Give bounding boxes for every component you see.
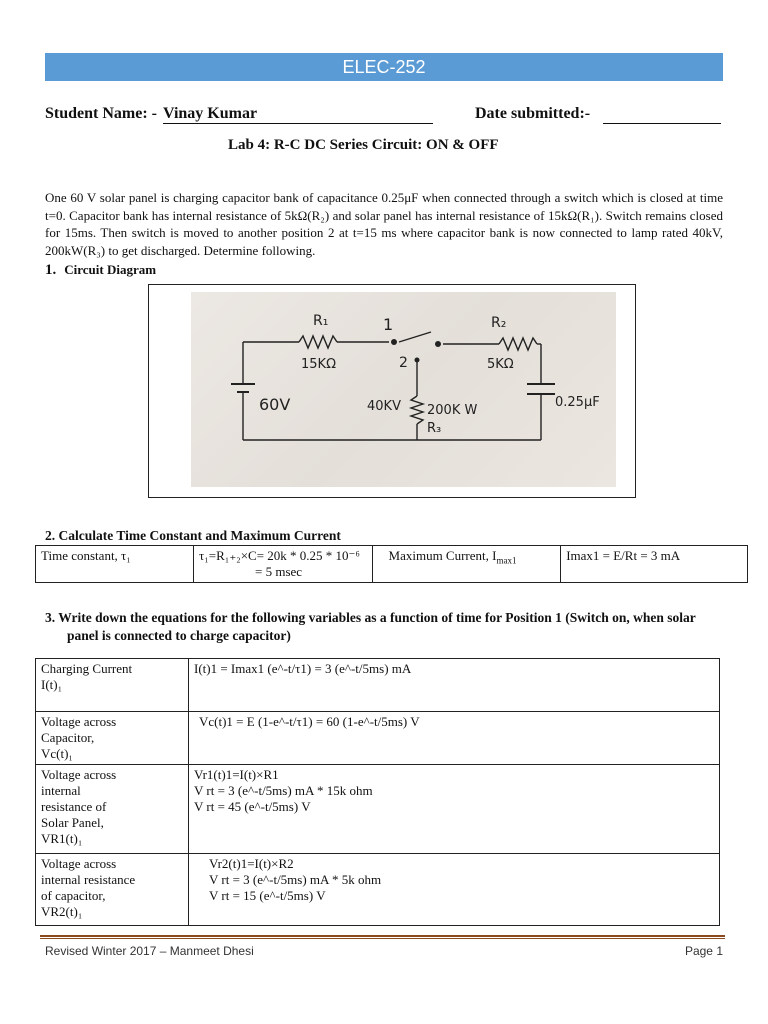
table-row — [36, 546, 748, 583]
footer-page-number: Page 1 — [684, 944, 723, 958]
circuit-diagram-frame — [148, 284, 636, 498]
max-current-value-cell — [561, 546, 748, 583]
equation-line: V rt = 3 (e^-t/5ms) mA * 15k ohm — [194, 783, 373, 798]
label-line: I(t)₁ — [41, 677, 63, 692]
label-lamp-voltage: 40KV — [367, 399, 401, 414]
equation-line: Vc(t)1 = E (1-e^-t/τ1) = 60 (1-e^-t/5ms) V — [199, 714, 420, 729]
label-pos1: 1 — [383, 315, 394, 334]
label-line: VR1(t)₁ — [41, 831, 83, 846]
label-line: Vc(t)₁ — [41, 746, 73, 761]
equation-cell — [189, 765, 720, 854]
label-line: Solar Panel, — [41, 815, 104, 830]
row-label-cell — [36, 765, 189, 854]
label-line: Voltage across — [41, 714, 117, 729]
table-row — [36, 712, 720, 765]
section-1-heading — [45, 262, 156, 279]
label-line: internal resistance — [41, 872, 136, 887]
equation-line: V rt = 15 (e^-t/5ms) V — [209, 888, 326, 903]
label-source: 60V — [259, 395, 291, 414]
table-row — [36, 854, 720, 926]
equation-line: V rt = 45 (e^-t/5ms) V — [194, 799, 311, 814]
time-constant-result: = 5 msec — [255, 564, 303, 579]
label-r3: R₃ — [427, 421, 442, 436]
table-row — [36, 659, 720, 712]
row-label-cell — [36, 659, 189, 712]
label-line: Voltage across — [41, 856, 117, 871]
section-2-heading: 2. Calculate Time Constant and Maximum Current — [45, 528, 341, 543]
label-line: Capacitor, — [41, 730, 95, 745]
equation-cell — [189, 854, 720, 926]
footer-divider — [40, 935, 725, 939]
time-constant-label-cell — [36, 546, 194, 583]
label-line: of capacitor, — [41, 888, 106, 903]
label-line: VR2(t)₁ — [41, 904, 83, 919]
time-constant-formula: τ₁=R₁₊₂×C= 20k * 0.25 * 10⁻⁶ — [199, 548, 360, 563]
circuit-schematic — [191, 292, 616, 487]
section-1-title: Circuit Diagram — [64, 262, 157, 277]
course-banner — [45, 53, 723, 81]
max-current-label: Maximum Current, I — [388, 548, 497, 563]
section-3-title: 3. Write down the equations for the following variables as a function of time for Position 1 (Switch on, when solar panel is connected to charge capacitor) — [45, 610, 696, 643]
footer-left: Revised Winter 2017 – Manmeet Dhesi — [45, 944, 254, 958]
label-r2: R₂ — [491, 315, 507, 331]
equation-line: V rt = 3 (e^-t/5ms) mA * 5k ohm — [209, 872, 382, 887]
equation-line: Vr2(t)1=I(t)×R2 — [209, 856, 294, 871]
equation-line: Vr1(t)1=I(t)×R1 — [194, 767, 279, 782]
time-constant-label: Time constant, τ₁ — [41, 548, 131, 563]
label-line: Voltage across — [41, 767, 117, 782]
label-r1: R₁ — [313, 313, 329, 329]
course-title: ELEC-252 — [342, 57, 426, 77]
equation-cell — [189, 712, 720, 765]
time-constant-table — [35, 545, 748, 583]
time-constant-value-cell — [194, 546, 372, 583]
max-current-subscript: max1 — [496, 555, 517, 566]
date-submitted-blank — [603, 105, 721, 124]
label-line: resistance of — [41, 799, 107, 814]
circuit-photo — [191, 292, 616, 487]
problem-statement: One 60 V solar panel is charging capacitor bank of capacitance 0.25μF when connected through a switch which is closed at time t=0. Capacitor bank has internal resistance of 5kΩ(R₂) and solar panel has internal resistance of 15kΩ(R₁). Switch remains closed for 15ms. Then switch is moved to another position 2 at t=15 ms where capacitor bank is now connected to lamp rated 40kV, 200kW(R₃) to get discharged. Determine following. — [45, 190, 723, 258]
label-line: internal — [41, 783, 81, 798]
row-label-cell — [36, 854, 189, 926]
label-capacitor: 0.25μF — [555, 395, 600, 410]
max-current-value: Imax1 = E/Rt = 3 mA — [566, 548, 681, 563]
label-r1-value: 15KΩ — [301, 357, 337, 372]
table-row — [36, 765, 720, 854]
student-name-label: Student Name: - — [45, 105, 157, 122]
equation-cell — [189, 659, 720, 712]
label-r2-value: 5KΩ — [487, 357, 514, 372]
section-1-number: 1. — [45, 262, 57, 278]
student-info-row — [45, 105, 725, 127]
label-pos2: 2 — [399, 355, 408, 371]
student-name-value: Vinay Kumar — [163, 105, 433, 124]
section-3-heading — [45, 609, 725, 645]
equations-table — [35, 658, 720, 926]
lab-title: Lab 4: R-C DC Series Circuit: ON & OFF — [228, 137, 499, 153]
date-submitted-label: Date submitted:- — [475, 105, 591, 122]
label-line: Charging Current — [41, 661, 133, 676]
equation-line: I(t)1 = Imax1 (e^-t/τ1) = 3 (e^-t/5ms) mA — [194, 661, 412, 676]
max-current-label-cell — [372, 546, 561, 583]
row-label-cell — [36, 712, 189, 765]
label-lamp-power: 200K W — [427, 403, 478, 418]
